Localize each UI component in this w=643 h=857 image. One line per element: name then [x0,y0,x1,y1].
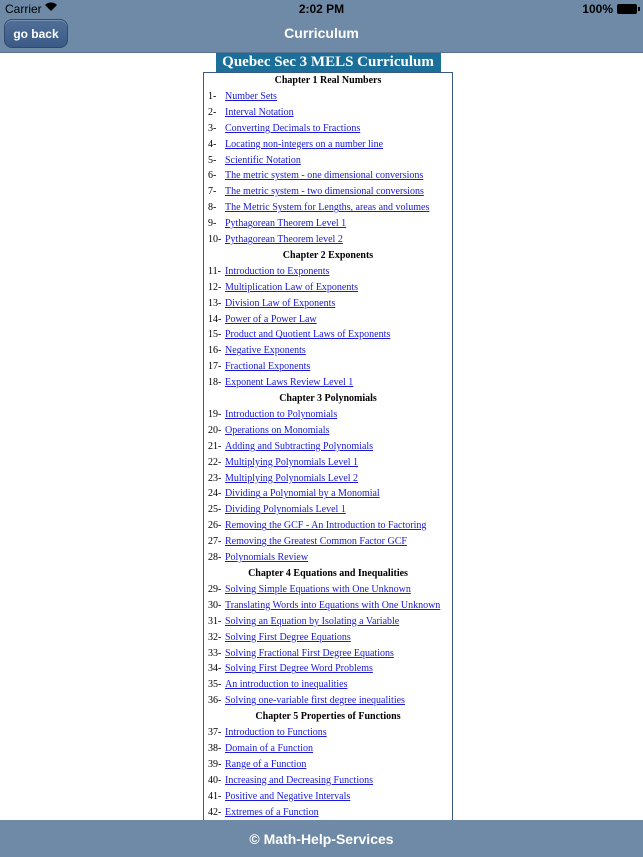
lesson-link[interactable]: Locating non-integers on a number line [225,138,384,150]
item-number: 42- [208,806,222,818]
status-time: 2:02 PM [298,2,345,16]
lesson-link[interactable]: Dividing a Polynomial by a Monomial [225,488,380,500]
list-item [204,725,452,741]
go-back-button[interactable]: go back [4,19,68,48]
list-item [204,312,452,328]
lesson-link[interactable]: Introduction to Polynomials [225,409,338,421]
list-item [204,757,452,773]
lesson-link[interactable]: Polynomials Review [225,552,309,564]
list-item [204,153,452,169]
item-number: 8- [208,202,217,214]
lesson-link[interactable]: Solving an Equation by Isolating a Variable [225,615,400,627]
lesson-link[interactable]: The Metric System for Lengths, areas and volumes [225,202,430,214]
lesson-link[interactable]: Solving First Degree Equations [225,631,351,643]
lesson-link[interactable]: Exponent Laws Review Level 1 [225,377,354,389]
battery-percent: 100% [582,2,613,16]
lesson-link[interactable]: Operations on Monomials [225,424,330,436]
item-number: 14- [208,313,222,325]
document-title: Quebec Sec 3 MELS Curriculum [216,53,441,72]
list-item [204,343,452,359]
lesson-link[interactable]: Adding and Subtracting Polynomials [225,440,374,452]
list-item [204,646,452,662]
lesson-link[interactable]: Extremes of a Function [225,806,319,818]
curriculum-document [203,53,453,820]
lesson-link[interactable]: Multiplying Polynomials Level 2 [225,472,359,484]
carrier-label: Carrier [5,2,42,16]
list-item [204,518,452,534]
list-item [204,614,452,630]
item-number: 2- [208,106,217,118]
curriculum-list [203,72,453,820]
navigation-bar [0,18,643,53]
list-item [204,598,452,614]
lesson-link[interactable]: Pythagorean Theorem Level 1 [225,218,347,230]
lesson-link[interactable]: Power of a Power Law [225,313,317,325]
item-number: 25- [208,504,222,516]
list-item [204,423,452,439]
list-item [204,200,452,216]
list-item [204,184,452,200]
list-item [204,407,452,423]
lesson-link[interactable]: The metric system - one dimensional conversions [225,170,424,182]
list-item [204,137,452,153]
lesson-link[interactable]: Positive and Negative Intervals [225,790,351,802]
lesson-link[interactable]: Pythagorean Theorem level 2 [225,234,343,246]
item-number: 23- [208,472,222,484]
lesson-link[interactable]: Introduction to Functions [225,727,327,739]
item-number: 6- [208,170,217,182]
item-number: 4- [208,138,217,150]
list-item [204,359,452,375]
item-number: 7- [208,186,217,198]
lesson-link[interactable]: Solving Fractional First Degree Equations [225,647,394,659]
list-item [204,89,452,105]
lesson-link[interactable]: Product and Quotient Laws of Exponents [225,329,391,341]
list-item [204,296,452,312]
item-number: 28- [208,552,222,564]
item-number: 32- [208,631,222,643]
list-item [204,280,452,296]
lesson-link[interactable]: Removing the Greatest Common Factor GCF [225,536,407,548]
lesson-link[interactable]: Introduction to Exponents [225,265,330,277]
list-item [204,693,452,709]
item-number: 10- [208,234,222,246]
list-item [204,168,452,184]
item-number: 35- [208,679,222,691]
item-number: 36- [208,695,222,707]
list-item [204,264,452,280]
item-number: 12- [208,281,222,293]
item-number: 16- [208,345,222,357]
lesson-link[interactable]: The metric system - two dimensional conversions [225,186,424,198]
list-item [204,677,452,693]
list-item [204,216,452,232]
item-number: 37- [208,727,222,739]
list-item [204,105,452,121]
item-number: 9- [208,218,217,230]
lesson-link[interactable]: An introduction to inequalities [225,679,348,691]
chapter-heading: Chapter 1 Real Numbers [274,75,382,86]
battery-icon [617,4,637,14]
lesson-link[interactable]: Number Sets [225,91,277,102]
list-item [204,741,452,757]
list-item [204,773,452,789]
item-number: 33- [208,647,222,659]
item-number: 24- [208,488,222,500]
chapter-heading: Chapter 2 Exponents [282,249,374,261]
lesson-link[interactable]: Solving Simple Equations with One Unknown [225,583,411,595]
list-item [204,789,452,805]
item-number: 27- [208,536,222,548]
list-item [204,327,452,343]
item-number: 19- [208,409,222,421]
list-item [204,502,452,518]
lesson-link[interactable]: Removing the GCF - An Introduction to Factoring [225,520,427,532]
lesson-link[interactable]: Increasing and Decreasing Functions [225,774,374,786]
lesson-link[interactable]: Fractional Exponents [225,361,311,373]
item-number: 1- [208,91,217,102]
item-number: 17- [208,361,222,373]
item-number: 40- [208,774,222,786]
lesson-link[interactable]: Converting Decimals to Fractions [225,122,361,134]
list-item [204,805,452,820]
list-item [204,486,452,502]
lesson-link[interactable]: Interval Notation [225,106,294,118]
status-bar [0,0,643,18]
lesson-link[interactable]: Dividing Polynomials Level 1 [225,504,346,516]
lesson-link[interactable]: Multiplying Polynomials Level 1 [225,456,359,468]
item-number: 18- [208,377,222,389]
list-item [204,582,452,598]
item-number: 13- [208,297,222,309]
list-item [204,630,452,646]
list-item [204,471,452,487]
list-item [204,232,452,248]
item-number: 5- [208,154,217,166]
lesson-link[interactable]: Solving First Degree Word Problems [225,663,373,675]
chapter-heading: Chapter 4 Equations and Inequalities [248,567,408,579]
chapter-heading: Chapter 3 Polynomials [279,393,377,405]
item-number: 30- [208,599,222,611]
item-number: 11- [208,265,221,277]
lesson-link[interactable]: Range of a Function [225,758,307,770]
item-number: 38- [208,742,222,754]
item-number: 34- [208,663,222,675]
lesson-link[interactable]: Translating Words into Equations with One Unknown [225,599,441,611]
item-number: 3- [208,122,217,134]
list-item [204,550,452,566]
item-number: 22- [208,456,222,468]
item-number: 21- [208,440,222,452]
lesson-link[interactable]: Division Law of Exponents [225,297,336,309]
curriculum-content[interactable] [0,53,643,820]
item-number: 39- [208,758,222,770]
item-number: 20- [208,424,222,436]
item-number: 29- [208,583,222,595]
list-item [204,455,452,471]
list-item [204,661,452,677]
list-item [204,375,452,391]
footer: © Math-Help-Services [0,820,643,857]
list-item [204,439,452,455]
item-number: 31- [208,615,222,627]
item-number: 41- [208,790,222,802]
lesson-link[interactable]: Negative Exponents [225,345,306,357]
page-title: Curriculum [284,25,359,41]
list-item [204,534,452,550]
lesson-link[interactable]: Scientific Notation [225,154,301,166]
chapter-heading: Chapter 5 Properties of Functions [255,711,401,723]
lesson-link[interactable]: Domain of a Function [225,742,314,754]
list-item [204,121,452,137]
item-number: 15- [208,329,222,341]
lesson-link[interactable]: Multiplication Law of Exponents [225,281,359,293]
lesson-link[interactable]: Solving one-variable first degree inequalities [225,695,405,707]
item-number: 26- [208,520,222,532]
